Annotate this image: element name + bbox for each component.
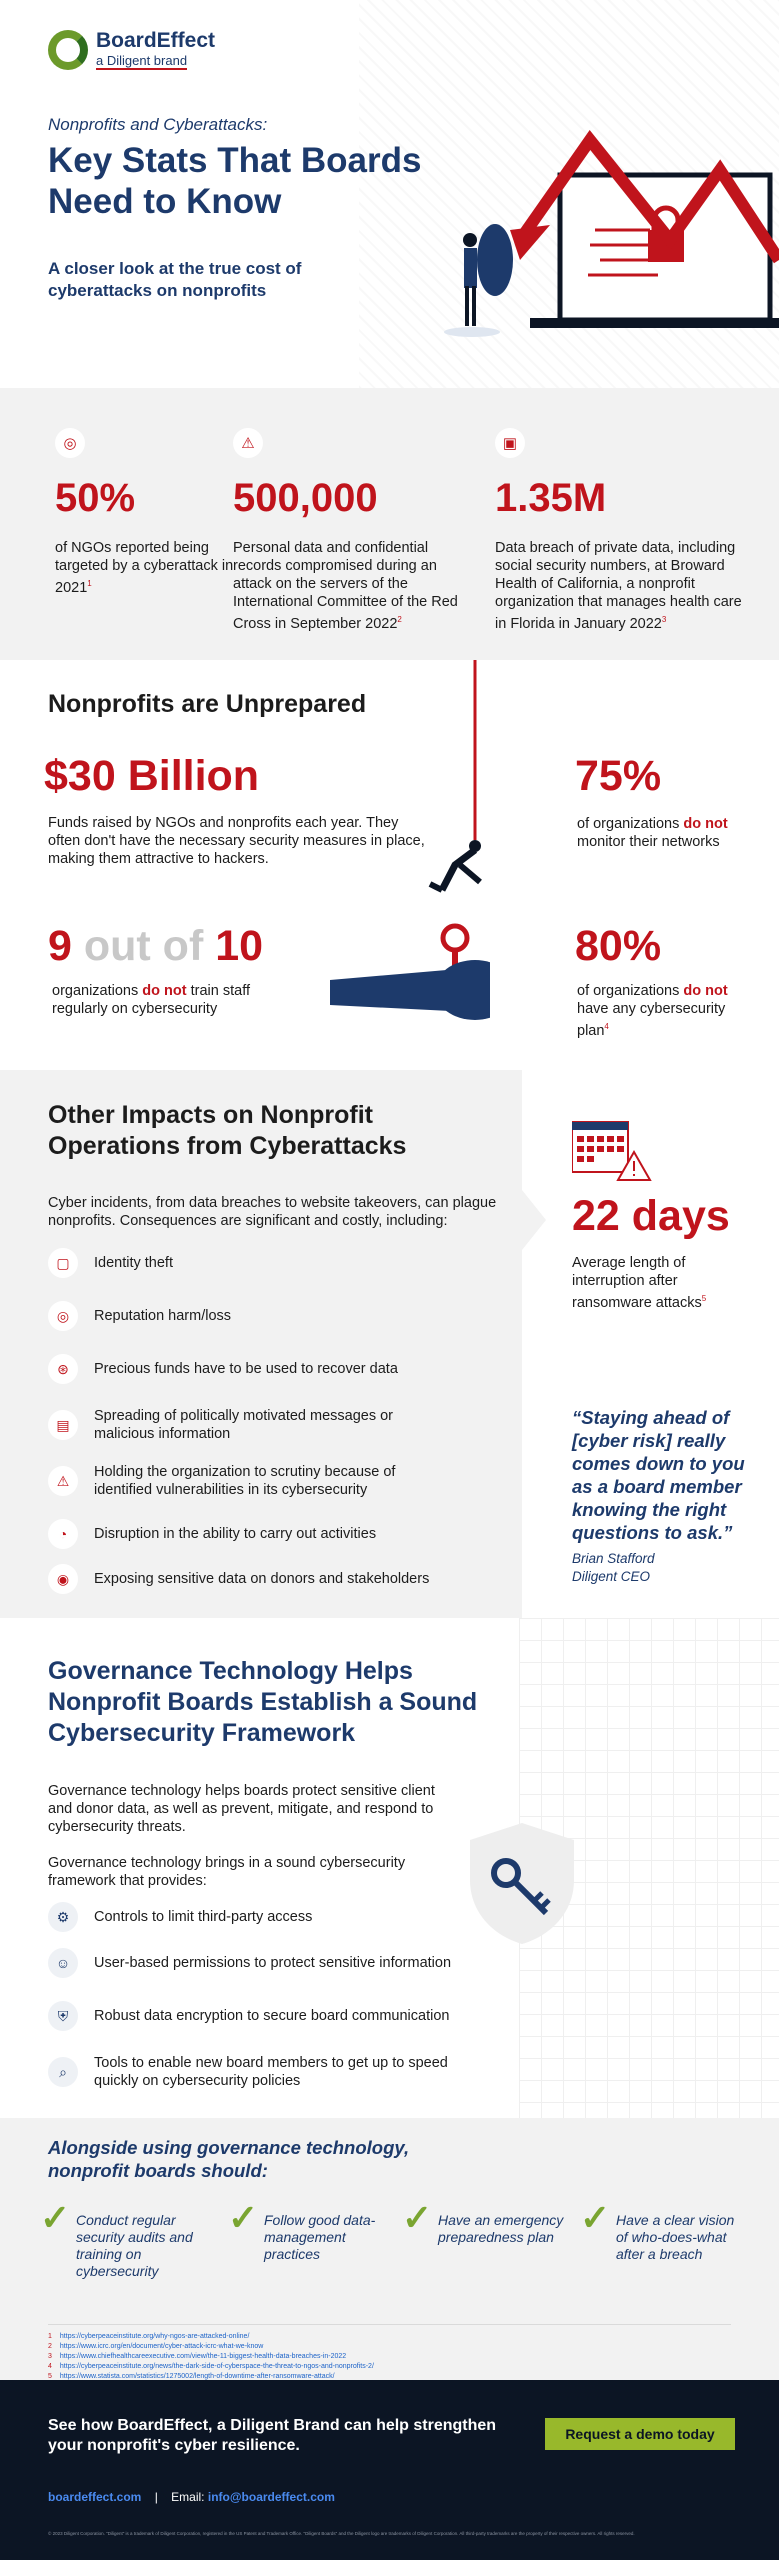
key-stats-section [0, 388, 779, 660]
section-title: Other Impacts on Nonprofit Operations from Cyberattacks [48, 1101, 407, 1160]
stat-description: Average length of interruption after ransomware attacks$^5$ [572, 1255, 707, 1311]
warning-icon: ⚠ [48, 1466, 78, 1496]
section-intro: Cyber incidents, from data breaches to website takeovers, can plague nonprofits. Consequences are significant and costly, including: [48, 1195, 497, 1229]
impact-text: Exposing sensitive data on donors and stakeholders [94, 1571, 430, 1587]
stat-value-22-days: 22 days [572, 1192, 730, 1240]
governance-item-text: Tools to enable new board members to get up to speed quickly on cybersecurity policies [94, 2055, 448, 2089]
stat-description: of organizations do not monitor their networks [577, 816, 728, 850]
hero-subtitle: A closer look at the true cost of cyberattacks on nonprofits [48, 259, 302, 300]
action-text: Have a clear vision of who-does-what after a breach [616, 2212, 735, 2262]
divider [48, 2324, 731, 2325]
impact-item-scrutiny [48, 1463, 454, 1499]
stat-description: of organizations do not have any cybersecurity plan$^4$ [577, 983, 728, 1039]
governance-item-text: Robust data encryption to secure board communication [94, 2008, 450, 2024]
governance-item-onboarding [48, 2054, 454, 2090]
impact-item-funds [48, 1354, 454, 1384]
governance-item-permissions [48, 1948, 454, 1978]
impact-item-exposing-data [48, 1564, 454, 1594]
footer-contact [48, 2490, 335, 2504]
governance-paragraph: Governance technology helps boards protect sensitive client and donor data, as well as prevent, mitigate, and respond to cybersecurity threats. [48, 1783, 435, 1835]
footnote[interactable]: 5 https://www.statista.com/statistics/1275002/length-of-downtime-after-ransomware-attack/ [48, 2373, 335, 2380]
quote-author-role: Diligent CEO [572, 1569, 651, 1584]
stat-card-ngos-targeted [55, 428, 245, 597]
shield-key-icon [462, 1818, 582, 1948]
section-title: Alongside using governance technology, nonprofit boards should: [48, 2137, 410, 2181]
footer [0, 2380, 779, 2560]
shield-icon: ⛨ [48, 2001, 78, 2031]
user-lock-icon: ☺ [48, 1948, 78, 1978]
checkmark-icon: ✓ [228, 2197, 259, 2238]
action-text: Have an emergency preparedness plan [438, 2212, 564, 2245]
stat-description: Personal data and confidential records compromised during an attack on the servers of the International Committee of the Red Cross in September 2022$^2$ [233, 540, 458, 632]
panel-arrow-icon [522, 1070, 546, 1618]
action-text: Follow good data-management practices [264, 2212, 376, 2262]
boardeffect-logo-icon [48, 30, 88, 70]
stat-value: 1.35M [495, 476, 607, 520]
impact-item-disruption [48, 1519, 454, 1549]
website-link[interactable]: boardeffect.com [48, 2490, 142, 2504]
stat-card-broward-health [495, 428, 755, 633]
impact-item-identity-theft [48, 1248, 454, 1278]
checkmark-icon: ✓ [402, 2197, 433, 2238]
footer-cta-text: See how BoardEffect, a Diligent Brand can help strengthen your nonprofit's cyber resilience. [48, 2417, 497, 2454]
brand-name: BoardEffect [96, 29, 216, 52]
action-item-preparedness [402, 2197, 564, 2245]
impact-item-messages [48, 1407, 454, 1443]
brand-subtitle: a Diligent brand [96, 53, 188, 68]
target-icon: ◎ [55, 428, 85, 458]
gear-icon: ⚙ [48, 1902, 78, 1932]
funds-icon: ⊛ [48, 1354, 78, 1384]
checkmark-icon: ✓ [580, 2197, 611, 2238]
action-item-audits [40, 2197, 193, 2279]
impact-text: Identity theft [94, 1255, 173, 1271]
action-item-breach-vision [580, 2197, 735, 2262]
request-demo-button[interactable]: Request a demo today [545, 2418, 735, 2450]
page-title: Key Stats That Boards Need to Know [48, 141, 422, 221]
impact-item-reputation [48, 1301, 454, 1331]
footnote[interactable]: 4 https://cyberpeaceinstitute.org/news/the-dark-side-of-cyberspace-the-threat-to-ngos-and-nonprofits-2/ [48, 2363, 374, 2370]
impact-text: Precious funds have to be used to recover data [94, 1361, 398, 1377]
footnote[interactable]: 2 https://www.icrc.org/en/document/cyber-attack-icrc-what-we-know [48, 2343, 264, 2350]
action-text: Conduct regular security audits and training on cybersecurity [76, 2212, 193, 2279]
impact-text: Disruption in the ability to carry out activities [94, 1526, 377, 1542]
user-search-icon: ⌕ [48, 2057, 78, 2087]
alongside-section [0, 2118, 779, 2380]
stat-value-75-percent: 75% [575, 752, 662, 800]
stat-value-9-out-of-10: 9 out of 10 [48, 922, 264, 970]
quote-author-name: Brian Stafford [572, 1551, 655, 1566]
governance-paragraph: Governance technology brings in a sound cybersecurity framework that provides: [48, 1855, 406, 1889]
governance-item-text: User-based permissions to protect sensitive information [94, 1955, 452, 1971]
governance-item-text: Controls to limit third-party access [94, 1909, 313, 1925]
disruption-icon: ◔ [48, 1519, 78, 1549]
ceo-quote: “Staying ahead of [cyber risk] really comes down to you as a board member knowing the right questions to ask.” [572, 1407, 745, 1543]
other-impacts-section [0, 1070, 779, 1618]
section-title: Governance Technology Helps Nonprofit Boards Establish a Sound Cybersecurity Framework [48, 1657, 478, 1747]
governance-item-encryption [48, 2001, 454, 2031]
stat-value: 50% [55, 476, 136, 520]
calendar-warning-icon [572, 1114, 652, 1182]
separator: | [154, 2490, 158, 2504]
email-link[interactable]: info@boardeffect.com [207, 2490, 335, 2504]
brand-logo[interactable] [48, 30, 215, 70]
legal-text: © 2023 Diligent Corporation. "Diligent" is a trademark of Diligent Corporation, registered in the US Patent and Trademark Office. "Diligent Boards" and the Diligent logo are trademarks of Diligent Corporation. All third-party trademarks are the property of their respective owners. All rights reserved. [48, 2531, 635, 2536]
checkmark-icon: ✓ [40, 2197, 71, 2238]
eye-icon: ◉ [48, 1564, 78, 1594]
stat-description: Funds raised by NGOs and nonprofits each year. They often don't have the necessary security measures in place, making them attractive to hackers. [48, 815, 425, 867]
section-title: Nonprofits are Unprepared [48, 690, 367, 718]
target-icon: ◎ [48, 1301, 78, 1331]
stat-card-red-cross [233, 428, 458, 633]
hero-section [0, 0, 779, 388]
hero-kicker: Nonprofits and Cyberattacks: [48, 115, 268, 134]
stat-description: organizations do not train staff regularly on cybersecurity [52, 983, 250, 1017]
impact-text: Reputation harm/loss [94, 1308, 232, 1324]
footnote[interactable]: 1 https://cyberpeaceinstitute.org/why-ngos-are-attacked-online/ [48, 2333, 250, 2340]
stat-description: of NGOs reported being targeted by a cyberattack in 2021$^1$ [55, 540, 234, 596]
stat-value: 500,000 [233, 476, 378, 520]
message-icon: ▤ [48, 1410, 78, 1440]
stat-value-80-percent: 80% [575, 922, 662, 970]
footnote[interactable]: 3 https://www.chiefhealthcareexecutive.com/view/the-11-biggest-health-data-breaches-in-2022 [48, 2353, 347, 2360]
laptop-attack-illustration-icon [420, 120, 779, 370]
hacker-keyhole-art-icon [330, 660, 490, 1070]
action-item-data-management [228, 2197, 376, 2262]
stat-value-30-billion: $30 Billion [44, 752, 260, 800]
governance-item-third-party [48, 1902, 454, 1932]
email-label: Email: [171, 2490, 205, 2504]
warning-icon: ⚠ [233, 428, 263, 458]
stat-description: Data breach of private data, including social security numbers, at Broward Health of California, a nonprofit organization that manages health care in Florida in January 2022$^3$ [495, 540, 742, 632]
impact-text: Spreading of politically motivated messages or malicious information [94, 1408, 394, 1442]
nonprofits-unprepared-section [0, 660, 779, 1070]
governance-technology-section [0, 1618, 779, 2118]
identity-icon: ▢ [48, 1248, 78, 1278]
impact-text: Holding the organization to scrutiny because of identified vulnerabilities in its cybersecurity [94, 1464, 396, 1498]
id-card-icon: ▣ [495, 428, 525, 458]
